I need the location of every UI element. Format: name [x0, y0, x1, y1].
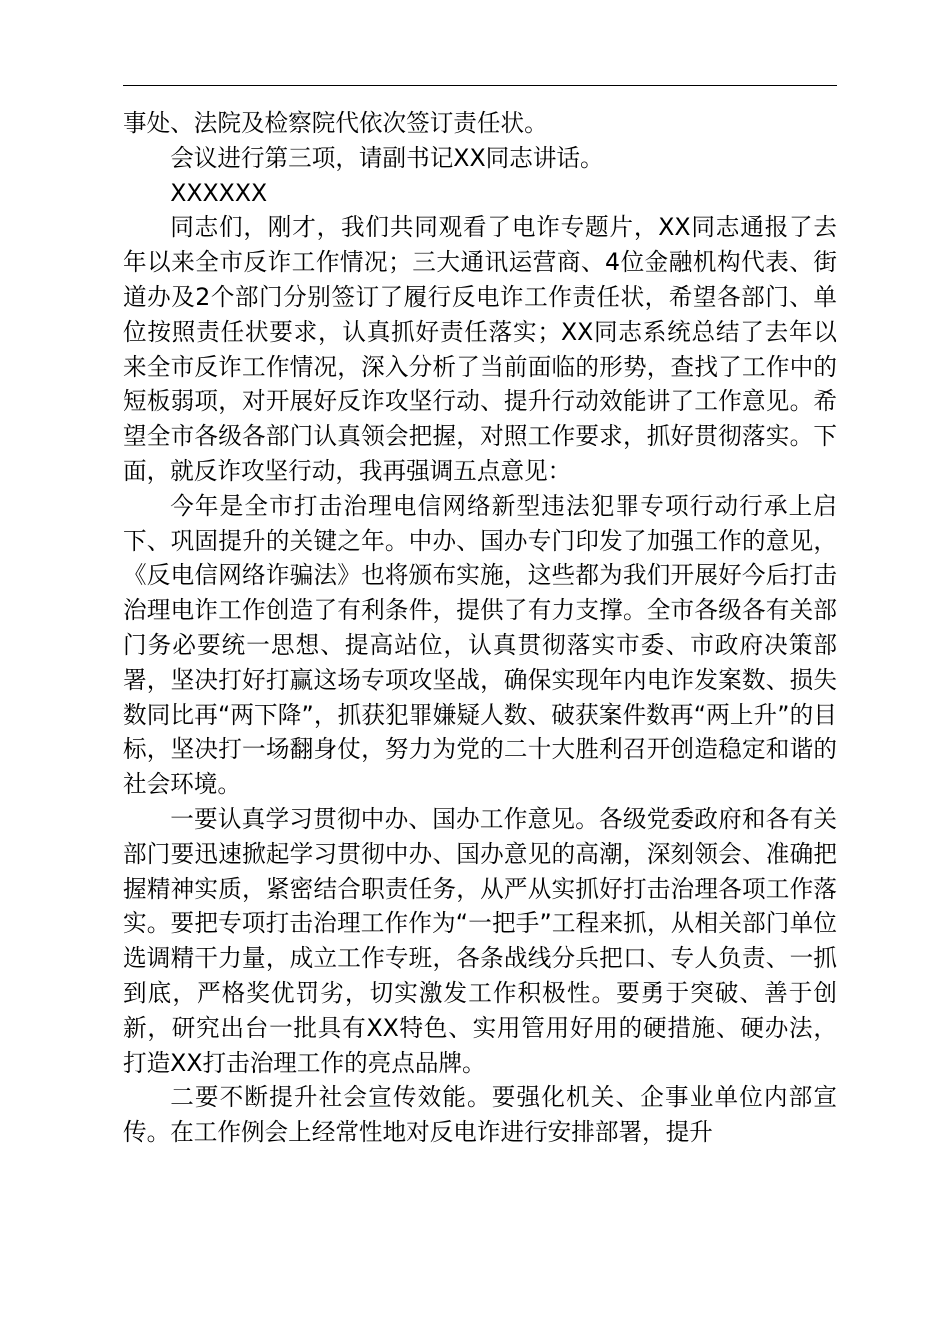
- header-rule: [123, 85, 837, 86]
- paragraph-7: 二要不断提升社会宣传效能。要强化机关、企事业单位内部宣传。在工作例会上经常性地对反电诈进行安排部署，提升: [123, 1083, 837, 1147]
- paragraph-1: 事处、法院及检察院代依次签订责任状。: [123, 109, 548, 137]
- paragraph-2: 会议进行第三项，请副书记XX同志讲话。: [170, 143, 604, 172]
- paragraph-6: 一要认真学习贯彻中办、国办工作意见。各级党委政府和各有关部门要迅速掀起学习贯彻中办、国办意见的高潮，深刻领会、准确把握精神实质，紧密结合职责任务，从严从实抓好打击治理各项工作落实。要把专项打击治理工作作为“一把手”工程来抓，从相关部门单位选调精干力量，成立工作专班，各条战线分兵把口、专人负责、一抓到底，严格奖优罚劣，切实激发工作积极性。要勇于突破、善于创新，研究出台一批具有XX特色、实用管用好用的硬措施、硬办法，打造XX打击治理工作的亮点品牌。: [123, 804, 837, 1077]
- paragraph-4: 同志们，刚才，我们共同观看了电诈专题片，XX同志通报了去年以来全市反诈工作情况；三大通讯运营商、4位金融机构代表、街道办及2个部门分别签订了履行反电诈工作责任状，希望各部门、单位按照责任状要求，认真抓好责任落实；XX同志系统总结了去年以来全市反诈工作情况，深入分析了当前面临的形势，查找了工作中的短板弱项，对开展好反诈攻坚行动、提升行动效能讲了工作意见。希望全市各级各部门认真领会把握，对照工作要求，抓好贯彻落实。下面，就反诈攻坚行动，我再强调五点意见：: [123, 213, 837, 485]
- paragraph-5: 今年是全市打击治理电信网络新型违法犯罪专项行动行承上启下、巩固提升的关键之年。中办、国办专门印发了加强工作的意见，《反电信网络诈骗法》也将颁布实施，这些都为我们开展好今后打击治理电诈工作创造了有利条件，提供了有力支撑。全市各级各有关部门务必要统一思想、提高站位，认真贯彻落实市委、市政府决策部署，坚决打好打赢这场专项攻坚战，确保实现年内电诈发案数、损失数同比再“两下降”，抓获犯罪嫌疑人数、破获案件数再“两上升”的目标，坚决打一场翻身仗，努力为党的二十大胜利召开创造稳定和谐的社会环境。: [123, 491, 837, 799]
- paragraph-3: XXXXXX: [170, 178, 268, 207]
- document-body: [123, 106, 837, 1150]
